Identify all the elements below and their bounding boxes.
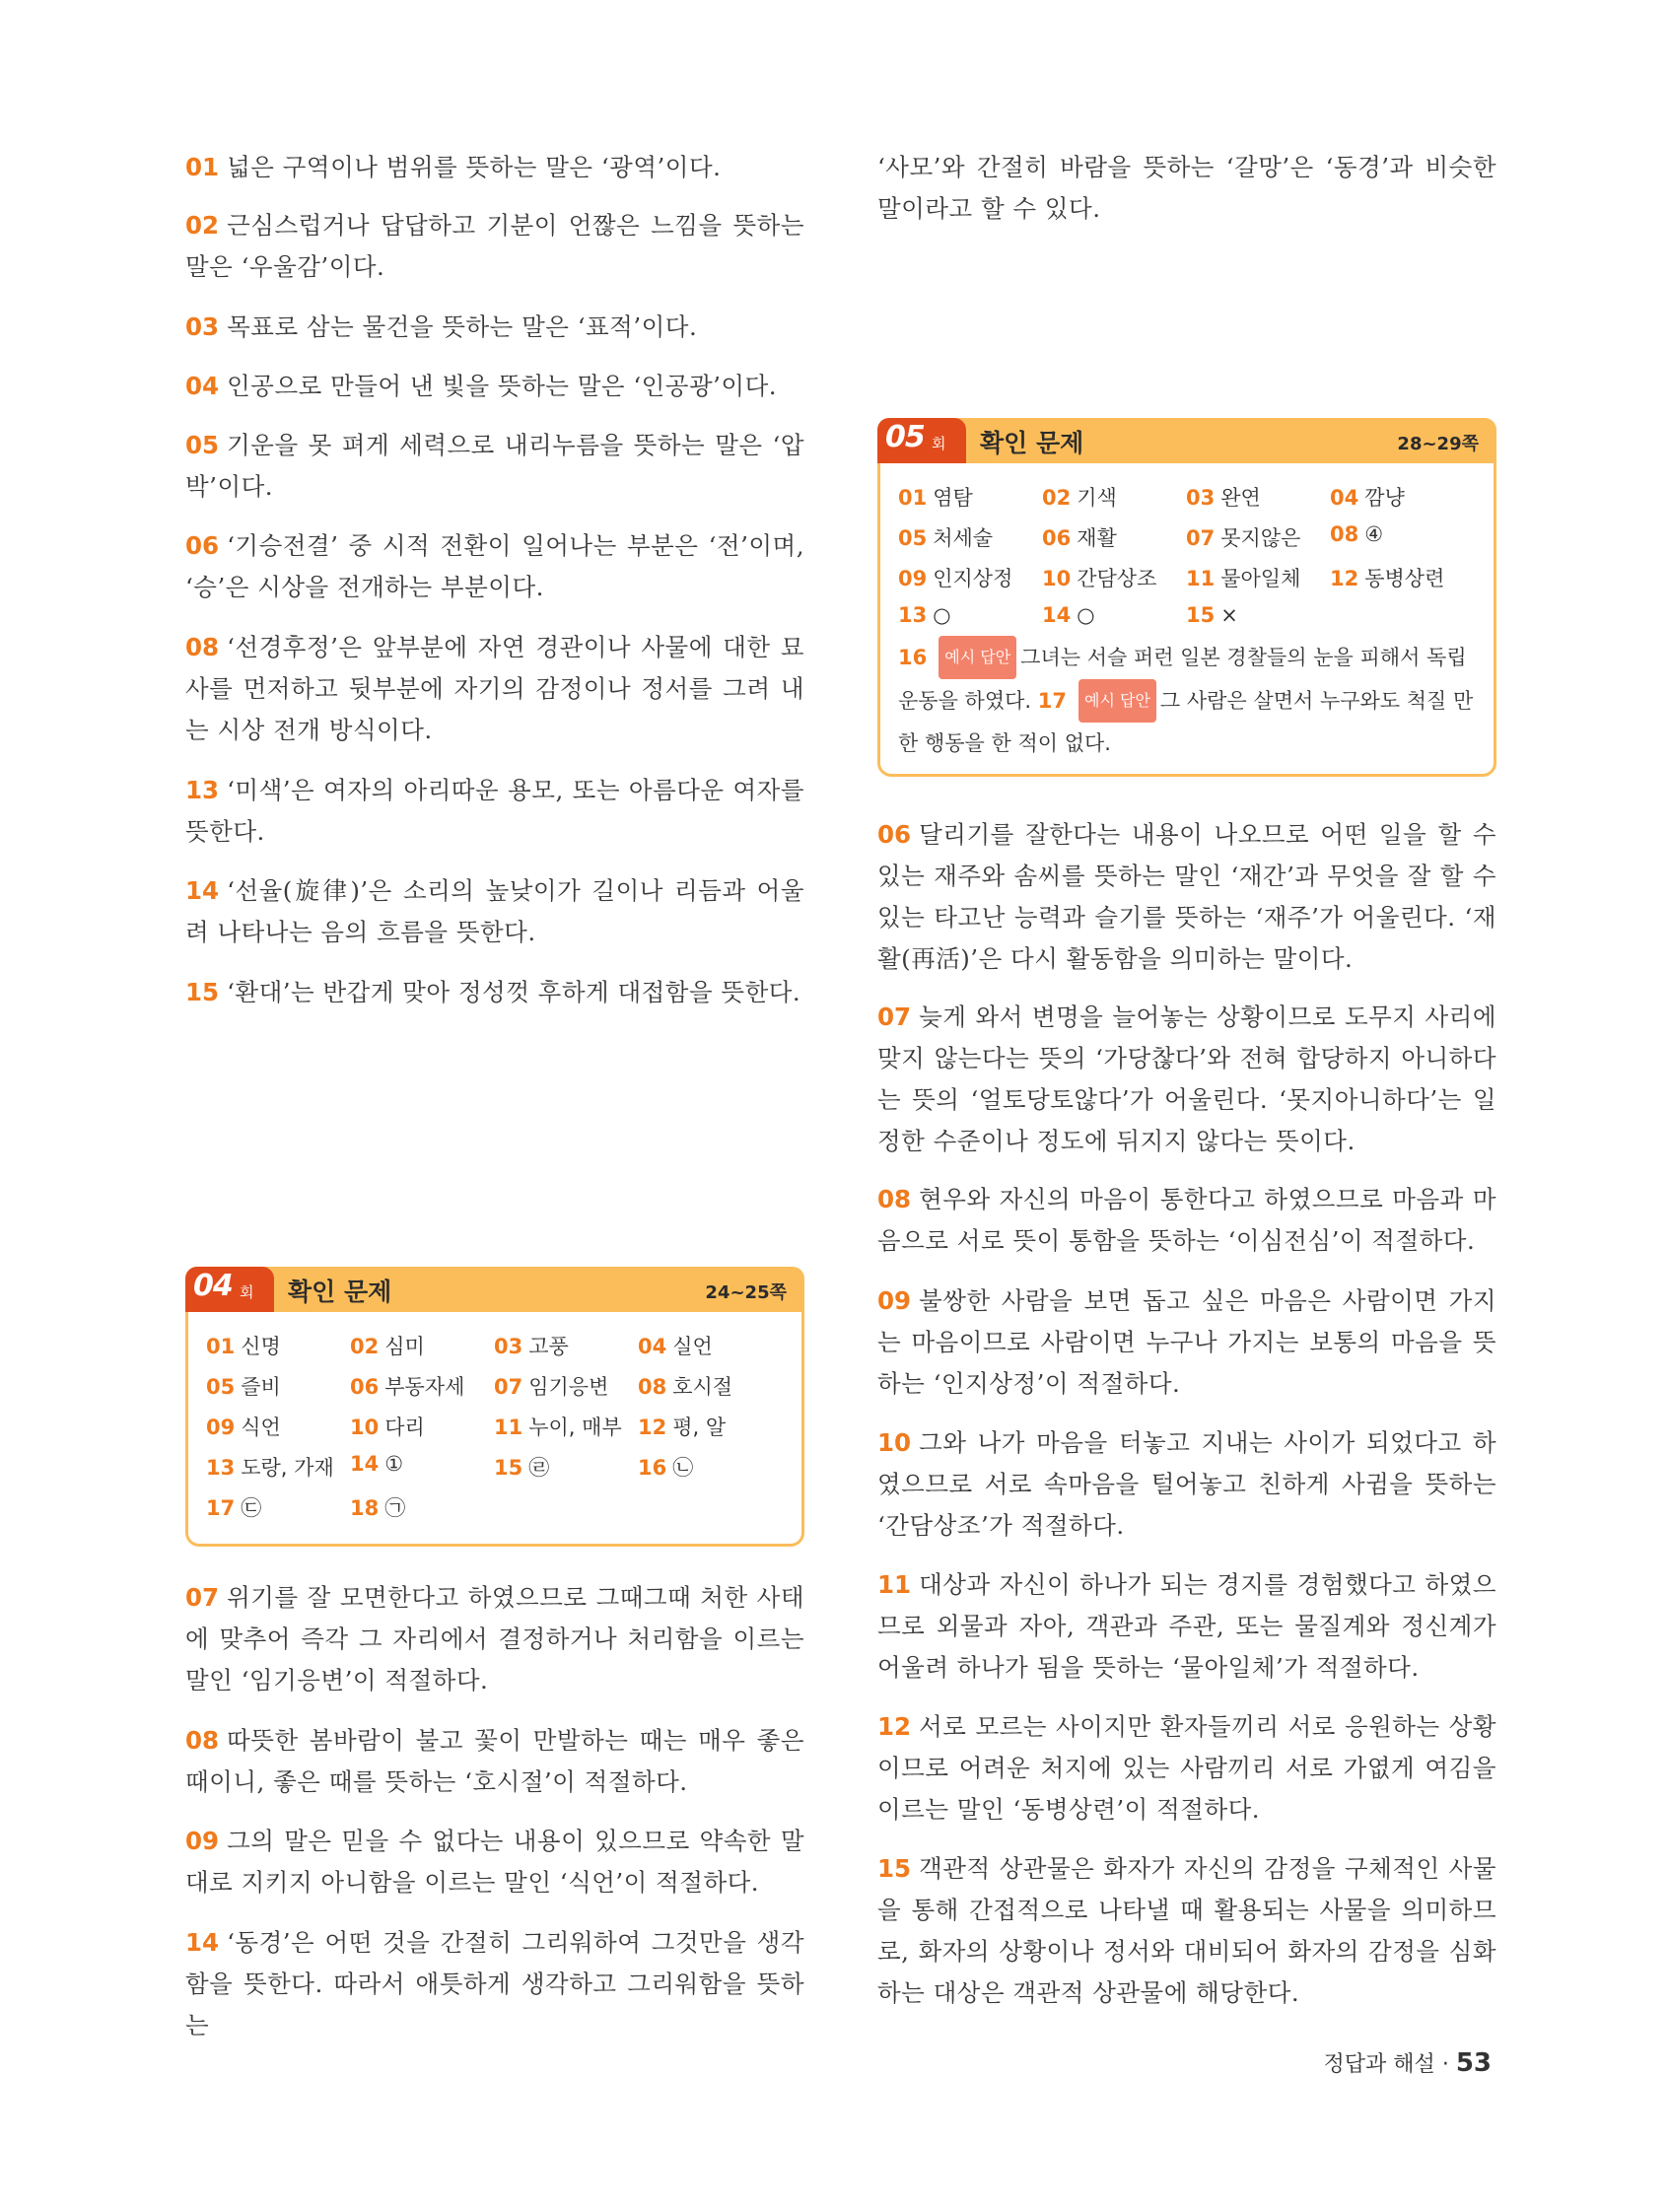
explanation-item: 06 달리기를 잘한다는 내용이 나오므로 어떤 일을 할 수 있는 재주와 솜씨를 뜻하는 말인 ‘재간’과 무엇을 잘 할 수 있는 타고난 능력과 슬기를 뜻하는 ‘재주’가 어울린다. ‘재활(再活)’은 다시 활동함을 의미하는 말이다. <box>877 820 1496 973</box>
answer-item: 16 ㉡ <box>638 1456 694 1480</box>
lesson-badge: 05 회 <box>877 418 966 463</box>
explanation-item: 15 객관적 상관물은 화자가 자신의 감정을 구체적인 사물을 통해 간접적으로 나타낼 때 활용되는 사물을 의미하므로, 화자의 상황이나 정서와 대비되어 화자의 감정을 심화하는 대상은 객관적 상관물에 해당한다. <box>877 1854 1496 2007</box>
answer-item: 01 신명 <box>206 1335 281 1358</box>
explanation-item: 14 ‘동경’은 어떤 것을 간절히 그리워하여 그것만을 생각함을 뜻한다. 따라서 애틋하게 생각하고 그리워함을 뜻하는 <box>185 1928 804 2039</box>
answer-box-header <box>877 418 1496 463</box>
explanation-item: 08 ‘선경후정’은 앞부분에 자연 경관이나 사물에 대한 묘사를 먼저하고 뒷부분에 자기의 감정이나 정서를 그려 내는 시상 전개 방식이다. <box>185 633 804 744</box>
lesson-badge: 04 회 <box>185 1267 274 1312</box>
answer-item: 13 도랑, 가재 <box>206 1456 334 1480</box>
answer-item: 11 물아일체 <box>1186 567 1301 590</box>
sample-answer-tag: 예시 답안 <box>939 636 1016 679</box>
answer-item: 03 완연 <box>1186 486 1261 510</box>
answer-item: 06 부동자세 <box>350 1375 465 1399</box>
answer-item: 04 실언 <box>638 1335 713 1358</box>
box-pages: 28~29쪽 <box>1397 434 1479 454</box>
explanation-item: 14 ‘선율(旋律)’은 소리의 높낮이가 길이나 리듬과 어울려 나타나는 음의 흐름을 뜻한다. <box>185 876 804 946</box>
page-footer <box>1324 2047 1492 2078</box>
answer-item: 10 다리 <box>350 1416 425 1439</box>
answer-item: 10 간담상조 <box>1042 567 1157 590</box>
explanation-item: 10 그와 나가 마음을 터놓고 지내는 사이가 되었다고 하였으므로 서로 속마음을 털어놓고 친하게 사귐을 뜻하는 ‘간담상조’가 적절하다. <box>877 1428 1496 1540</box>
answer-item: 13 ○ <box>898 603 951 627</box>
explanation-item: 12 서로 모르는 사이지만 환자들끼리 서로 응원하는 상황이므로 어려운 처지에 있는 사람끼리 서로 가엾게 여김을 이르는 말인 ‘동병상련’이 적절하다. <box>877 1712 1496 1824</box>
answer-item: 12 평, 알 <box>638 1416 727 1439</box>
footer-label: 정답과 해설 <box>1323 2052 1435 2077</box>
page-number: 53 <box>1455 2048 1492 2078</box>
answer-item: 08 ④ <box>1330 522 1384 546</box>
explanation-item: 06 ‘기승전결’ 중 시적 전환이 일어나는 부분은 ‘전’이며, ‘승’은 시상을 전개하는 부분이다. <box>185 531 804 601</box>
box-title: 확인 문제 <box>980 429 1084 457</box>
explanation-item: 08 따뜻한 봄바람이 불고 꽃이 만발하는 때는 매우 좋은 때이니, 좋은 때를 뜻하는 ‘호시절’이 적절하다. <box>185 1726 804 1796</box>
explanation-item: 07 늦게 와서 변명을 늘어놓는 상황이므로 도무지 사리에 맞지 않는다는 뜻의 ‘가당찮다’와 전혀 합당하지 아니하다는 뜻의 ‘얼토당토않다’가 어울린다. ‘못지아니하다’는 일정한 수준이나 정도에 뒤지지 않다는 뜻이다. <box>877 1002 1496 1155</box>
explanation-item: 07 위기를 잘 모면한다고 하였으므로 그때그때 처한 사태에 맞추어 즉각 그 자리에서 결정하거나 처리함을 이르는 말인 ‘임기응변’이 적절하다. <box>185 1583 804 1694</box>
answer-box-header <box>185 1267 804 1312</box>
answer-box-05 <box>877 418 1496 777</box>
sample-answer-tag: 예시 답안 <box>1078 679 1156 723</box>
answer-item: 14 ① <box>350 1452 404 1476</box>
answer-item: 02 심미 <box>350 1335 425 1358</box>
box-title: 확인 문제 <box>288 1278 392 1306</box>
explanation-item: 08 현우와 자신의 마음이 통한다고 하였으므로 마음과 마음으로 서로 뜻이 통함을 뜻하는 ‘이심전심’이 적절하다. <box>877 1185 1496 1255</box>
explanation-item: 05 기운을 못 펴게 세력으로 내리누름을 뜻하는 말은 ‘압박’이다. <box>185 431 804 501</box>
answer-item: 14 ○ <box>1042 603 1095 627</box>
box-pages: 24~25쪽 <box>705 1282 787 1303</box>
answer-item: 15 × <box>1186 603 1238 627</box>
answer-item: 03 고풍 <box>494 1335 569 1358</box>
answer-item: 07 못지않은 <box>1186 526 1301 550</box>
answer-box-04 <box>185 1267 804 1547</box>
answer-item: 18 ㉠ <box>350 1496 406 1520</box>
answer-item: 12 동병상련 <box>1330 567 1445 590</box>
explanation-item: 09 불쌍한 사람을 보면 돕고 싶은 마음은 사람이면 가지는 마음이므로 사람이면 누구나 가지는 보통의 마음을 뜻하는 ‘인지상정’이 적절하다. <box>877 1286 1496 1398</box>
explanation-item: 03 목표로 삼는 물건을 뜻하는 말은 ‘표적’이다. <box>185 312 698 341</box>
answer-item: 01 염탐 <box>898 486 973 510</box>
answer-item: 04 깜냥 <box>1330 486 1405 510</box>
answer-item: 06 재활 <box>1042 526 1117 550</box>
explanation-item: 15 ‘환대’는 반갑게 맞아 정성껏 후하게 대접함을 뜻한다. <box>185 978 801 1006</box>
explanation-item: 11 대상과 자신이 하나가 되는 경지를 경험했다고 하였으므로 외물과 자아, 객관과 주관, 또는 물질계와 정신계가 어울려 하나가 됨을 뜻하는 ‘물아일체’가 적절하다. <box>877 1570 1496 1682</box>
explanation-item: 01 넓은 구역이나 범위를 뜻하는 말은 ‘광역’이다. <box>185 153 722 181</box>
answer-item: 15 ㉣ <box>494 1456 550 1480</box>
explanation-item: 13 ‘미색’은 여자의 아리따운 용모, 또는 아름다운 여자를 뜻한다. <box>185 776 804 846</box>
explanation-item: 09 그의 말은 믿을 수 없다는 내용이 있으므로 약속한 말대로 지키지 아니함을 이르는 말인 ‘식언’이 적절하다. <box>185 1827 804 1897</box>
answer-item: 07 임기응변 <box>494 1375 609 1399</box>
answer-item: 05 처세술 <box>898 526 994 550</box>
explanation-item: 02 근심스럽거나 답답하고 기분이 언짢은 느낌을 뜻하는 말은 ‘우울감’이다. <box>185 211 804 281</box>
explanation-continued: ‘사모’와 간절히 바람을 뜻하는 ‘갈망’은 ‘동경’과 비슷한 말이라고 할 수 있다. <box>877 153 1496 223</box>
answer-item: 08 호시절 <box>638 1375 733 1399</box>
footer-separator: · <box>1441 2052 1449 2077</box>
answer-item: 02 기색 <box>1042 486 1117 510</box>
answer-item: 11 누이, 매부 <box>494 1416 622 1439</box>
sample-answers: 16 예시 답안 그녀는 서슬 퍼런 일본 경찰들의 눈을 피해서 독립 운동을 하였다. 17 예시 답안 그 사람은 살면서 누구와도 척질 만한 행동을 한 적이 없다. <box>898 636 1490 764</box>
answer-item: 09 인지상정 <box>898 567 1013 590</box>
answer-item: 05 즐비 <box>206 1375 281 1399</box>
answer-item: 17 ㉢ <box>206 1496 262 1520</box>
explanation-item: 04 인공으로 만들어 낸 빛을 뜻하는 말은 ‘인공광’이다. <box>185 372 778 400</box>
answer-item: 09 식언 <box>206 1416 281 1439</box>
